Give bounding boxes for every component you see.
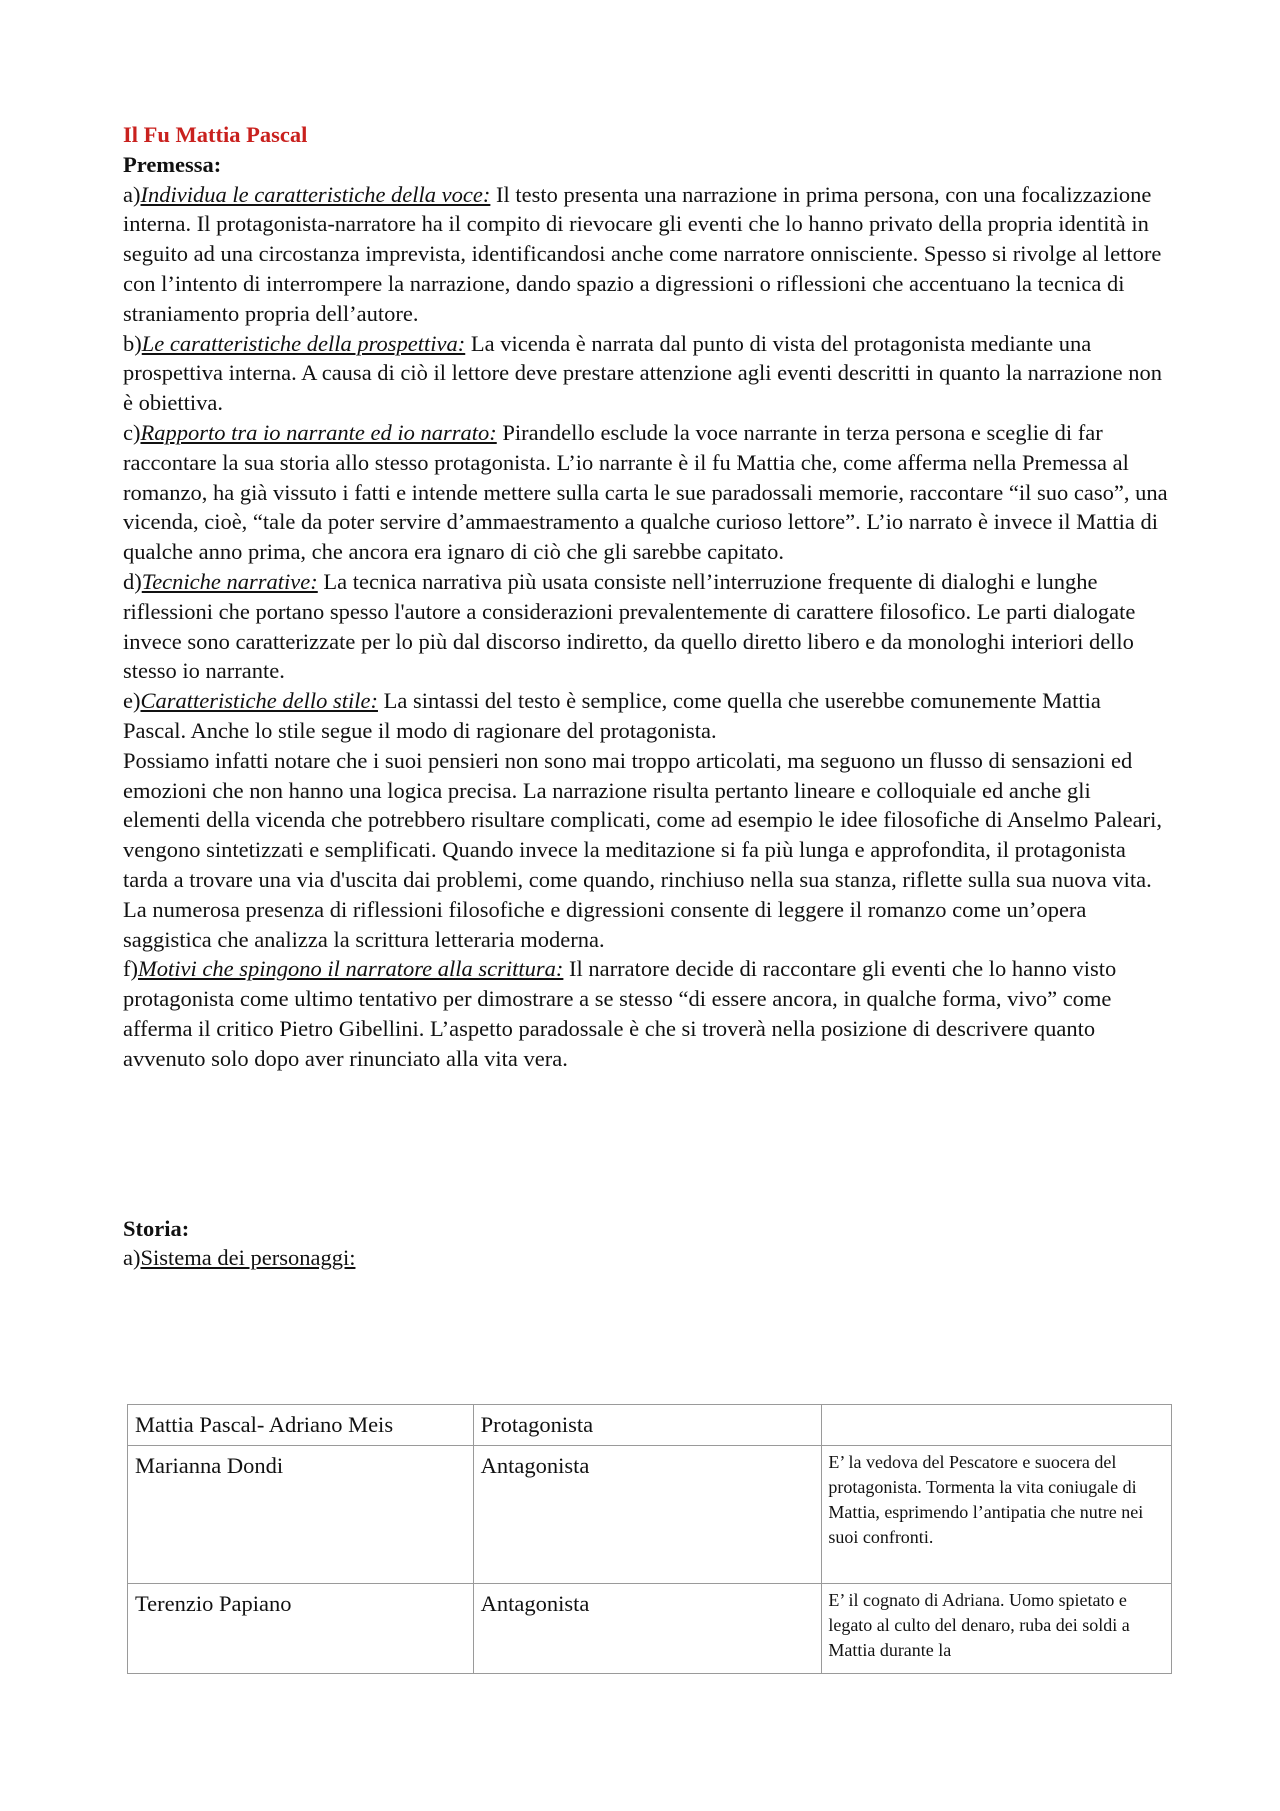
table-row [128,1446,1172,1584]
item-text: Il narratore decide di raccontare gli eventi che lo hanno visto protagonista come ultimo tentativo per dimostrare a se stesso “di essere ancora, in qualche forma, vivo” come afferma il critico Pietro Gibellini. L’aspetto paradossale è che si troverà nella posizione di descrivere quanto avvenuto solo dopo aver rinunciato alla vita vera. [123,956,1117,1071]
item-letter: e) [123,688,141,714]
document-title: Il Fu Mattia Pascal [123,122,308,147]
premessa-item-d [123,567,1168,686]
item-text: Pirandello esclude la voce narrante in terza persona e sceglie di far raccontare la sua storia allo stesso protagonista. L’io narrante è il fu Mattia che, come afferma nella Premessa al romanzo, ha già vissuto i fatti e intende mettere sulla carta le sue paradossali memorie, raccontare “il suo caso”, una vicenda, cioè, “tale da poter servire d’ammaestramento a qualche curioso lettore”. L’io narrato è invece il Mattia di qualche anno prima, che ancora era ignaro di ciò che gli sarebbe capitato. [123,419,1168,565]
character-role: Antagonista [473,1446,822,1584]
premessa-heading: Premessa: [123,151,222,177]
item-label: Le caratteristiche della prospettiva: [141,330,466,356]
item-letter: c) [123,419,141,445]
characters-table [127,1404,1172,1674]
section-spacer [123,1074,1168,1214]
item-text: La sintassi del testo è semplice, come quella che userebbe comunemente Mattia Pascal. Anche lo stile segue il modo di ragionare del protagonista. [123,688,1101,743]
item-text: La tecnica narrativa più usata consiste nell’interruzione frequente di dialoghi e lunghe riflessioni che portano spesso l'autore a considerazioni prevalentemente di carattere filosofico. Le parti dialogate invece sono caratterizzate per lo più dal discorso indiretto, da quello diretto libero e da monologhi interiori dello stesso io narrante. [123,568,1136,684]
table-row [128,1584,1172,1674]
item-letter: d) [123,568,142,594]
item-label: Rapporto tra io narrante ed io narrato: [140,419,497,445]
item-text: Il testo presenta una narrazione in prima persona, con una focalizzazione interna. Il protagonista-narratore ha il compito di rievocare gli eventi che lo hanno privato della propria identità in seguito ad una circostanza imprevista, identificandosi anche come narratore onnisciente. Spesso si rivolge al lettore con l’intento di interrompere la narrazione, dando spazio a digressioni o riflessioni che accentuano la tecnica di straniamento propria dell’autore. [123,181,1162,326]
item-text: Possiamo infatti notare che i suoi pensieri non sono mai troppo articolati, ma seguono un flusso di sensazioni ed emozioni che non hanno una logica precisa. La narrazione risulta pertanto lineare e colloquiale ed anche gli elementi della vicenda che potrebbero risultare complicati, come ad esempio le idee filosofiche di Anselmo Paleari, vengono sintetizzati e semplificati. Quando invece la meditazione si fa più lunga e approfondita, il protagonista tarda a trovare una via d'uscita dai problemi, come quando, rinchiuso nella sua stanza, riflette sulla sua nuova vita. La numerosa presenza di riflessioni filosofiche e digressioni consente di leggere il romanzo come un’opera saggistica che analizza la scrittura letteraria moderna. [123,747,1162,952]
item-label: Caratteristiche dello stile: [140,688,378,714]
character-description: E’ il cognato di Adriana. Uomo spietato e legato al culto del denaro, ruba dei soldi a Mattia durante la [822,1584,1172,1674]
premessa-item-c [123,418,1168,567]
character-name: Terenzio Papiano [128,1584,474,1674]
document-page [123,120,1168,1273]
character-description [822,1405,1172,1446]
premessa-item-e-continued [123,746,1168,955]
character-name: Mattia Pascal- Adriano Meis [128,1405,474,1446]
item-label: Tecniche narrative: [141,568,318,594]
character-name: Marianna Dondi [128,1446,474,1584]
item-letter: a) [123,1245,141,1271]
item-letter: a) [123,181,141,207]
premessa-item-e [123,686,1168,746]
item-label: Sistema dei personaggi: [140,1245,356,1271]
character-role: Protagonista [473,1405,822,1446]
premessa-item-a [123,180,1168,329]
premessa-item-f [123,954,1168,1073]
storia-heading: Storia: [123,1215,190,1241]
item-letter: f) [123,956,138,982]
storia-subheading [123,1243,1168,1273]
table-row [128,1405,1172,1446]
character-description: E’ la vedova del Pescatore e suocera del protagonista. Tormenta la vita coniugale di Mattia, esprimendo l’antipatia che nutre nei suoi confronti. [822,1446,1172,1584]
item-label: Motivi che spingono il narratore alla scrittura: [138,956,564,982]
premessa-item-b [123,329,1168,418]
item-label: Individua le caratteristiche della voce: [140,181,491,207]
item-text: La vicenda è narrata dal punto di vista del protagonista mediante una prospettiva interna. A causa di ciò il lettore deve prestare attenzione agli eventi descritti in quanto la narrazione non è obiettiva. [123,330,1162,416]
item-letter: b) [123,330,142,356]
character-role: Antagonista [473,1584,822,1674]
